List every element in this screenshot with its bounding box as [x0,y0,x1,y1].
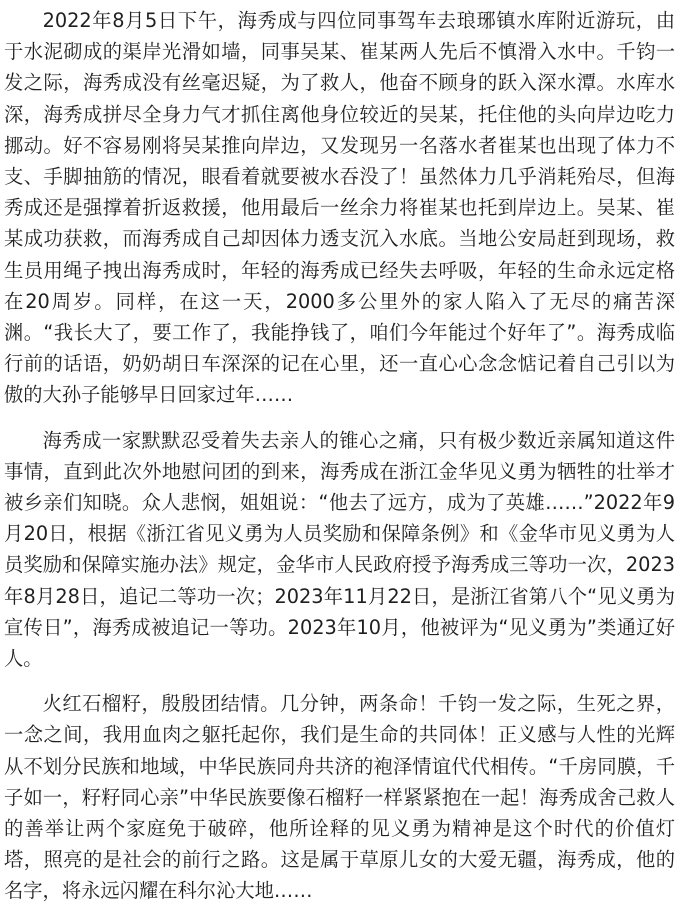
paragraph-honors: 海秀成一家默默忍受着失去亲人的锥心之痛，只有极少数近亲属知道这件事情，直到此次外地慰问团的到来，海秀成在浙江金华见义勇为牺牲的壮举才被乡亲们知晓。众人悲悯，姐姐说：“他去了远方，成为了英雄……”2022年9月20日，根据《浙江省见义勇为人员奖励和保障条例》和《金华市见义勇为人员奖励和保障实施办法》规定，金华市人民政府授予海秀成三等功一次，2023年8月28日，追记二等功一次；2023年11月22日，是浙江省第八个“见义勇为宣传日”，海秀成被追记一等功。2023年10月，他被评为“见义勇为”类通辽好人。 [4,428,675,671]
paragraph-unity: 火红石榴籽，殷殷团结情。几分钟，两条命！千钧一发之际，生死之界，一念之间，我用血肉之躯托起你，我们是生命的共同体！正义感与人性的光辉从不划分民族和地域，中华民族同舟共济的袍泽情谊代代相传。“千房同膜，千子如一，籽籽同心亲”中华民族要像石榴籽一样紧紧抱在一起！海秀成舍己救人的善举让两个家庭免于破碎，他所诠释的见义勇为精神是这个时代的价值灯塔，照亮的是社会的前行之路。这是属于草原儿女的大爱无疆，海秀成，他的名字，将永远闪耀在科尔沁大地…… [4,692,675,903]
paragraph-rescue-story: 2022年8月5日下午，海秀成与四位同事驾车去琅琊镇水库附近游玩，由于水泥砌成的渠岸光滑如墙，同事吴某、崔某两人先后不慎滑入水中。千钧一发之际，海秀成没有丝毫迟疑，为了救人，他奋不顾身的跃入深水潭。水库水深，海秀成拼尽全身力气才抓住离他身位较近的吴某，托住他的头向岸边吃力挪动。好不容易刚将吴某推向岸边，又发现另一名落水者崔某也出现了体力不支、手脚抽筋的情况，眼看着就要被水吞没了！虽然体力几乎消耗殆尽，但海秀成还是强撑着折返救援，他用最后一丝余力将崔某也托到岸边上。吴某、崔某成功获救，而海秀成自己却因体力透支沉入水底。当地公安局赶到现场，救生员用绳子拽出海秀成时，年轻的海秀成已经失去呼吸，年轻的生命永远定格在20周岁。同样，在这一天，2000多公里外的家人陷入了无尽的痛苦深渊。“我长大了，要工作了，我能挣钱了，咱们今年能过个好年了”。海秀成临行前的话语，奶奶胡日车深深的记在心里，还一直心心念念惦记着自己引以为傲的大孙子能够早日回家过年…… [4,9,675,407]
